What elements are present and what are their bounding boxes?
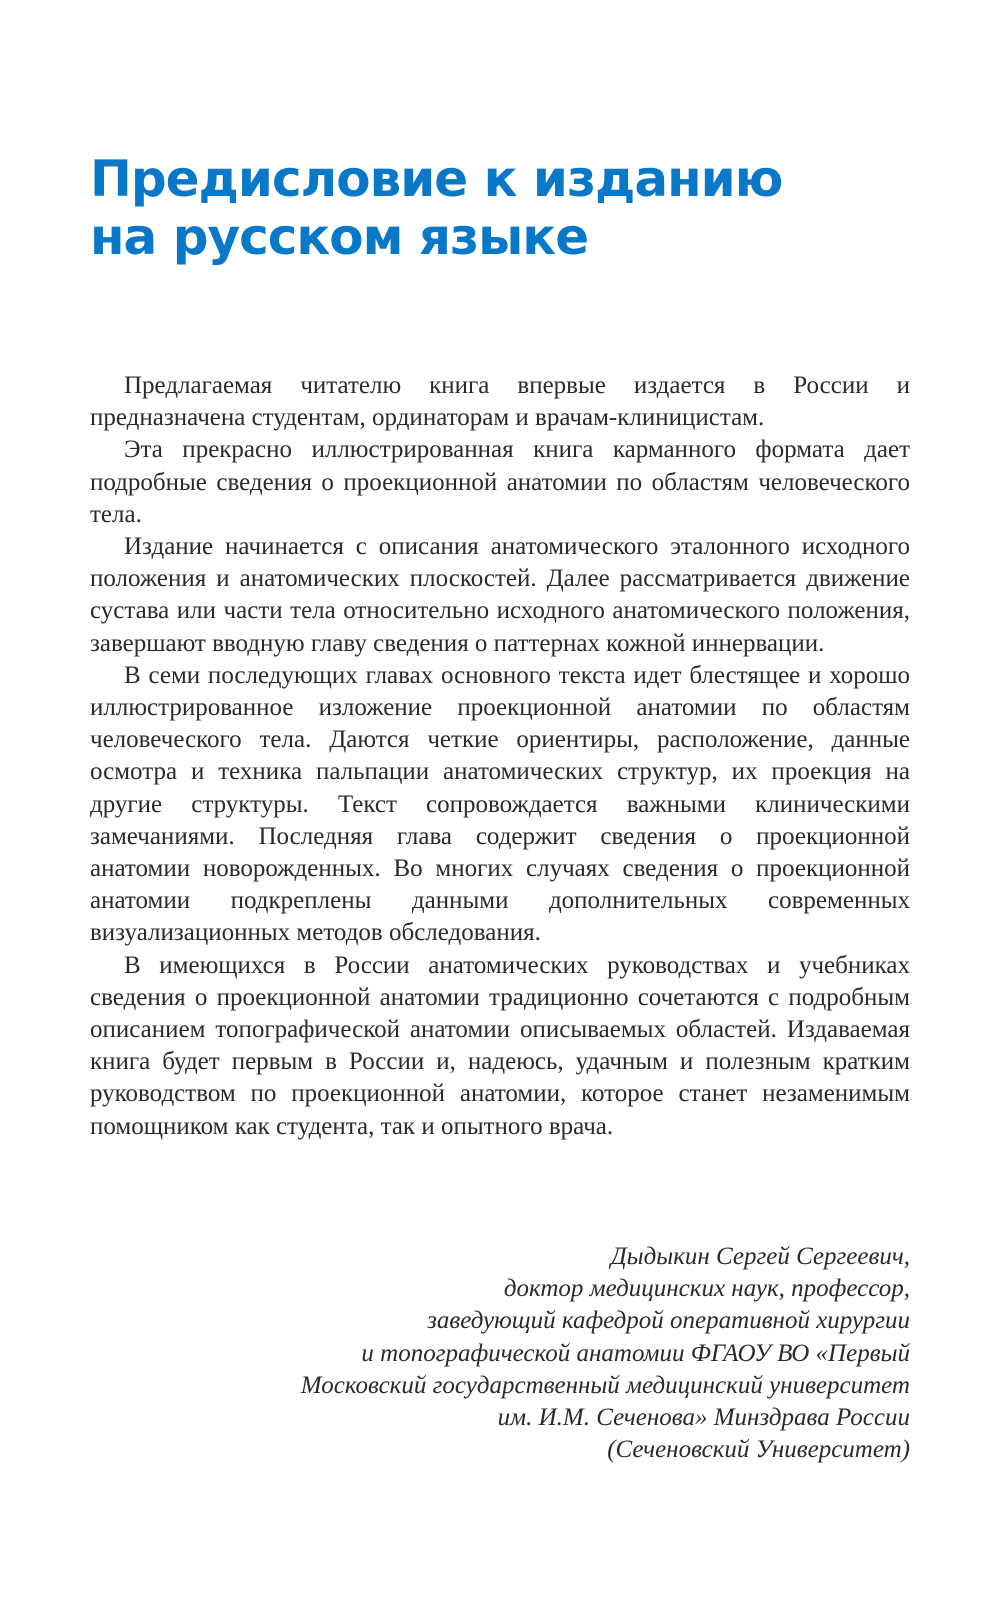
signature-line: доктор медицинских наук, профессор,	[503, 1275, 910, 1303]
author-signature	[90, 1241, 910, 1466]
paragraph: Издание начинается с описания анатомического эталонного исходного положения и анатомических плоскостей. Далее рассматривается движение сустава или части тела относительно исходного анатомического положения, завершают вводную главу сведения о паттернах кожной иннервации.	[90, 533, 910, 657]
paragraph: В семи последующих главах основного текста идет блестящее и хорошо иллюстрированное изложение проекционной анатомии по областям человеческого тела. Даются четкие ориентиры, расположение, данные осмотра и техника пальпации анатомических структур, их проекция на другие структуры. Текст сопровождается важными клиническими замечаниями. Последняя глава содержит сведения о проекционной анатомии новорожденных. Во многих случаях сведения о проекционной анатомии подкреплены данными дополнительных современных визуализационных методов обследования.	[90, 661, 910, 947]
signature-line: Московский государственный медицинский университет	[300, 1371, 910, 1399]
page-title	[90, 150, 910, 266]
paragraph: Предлагаемая читателю книга впервые издается в России и предназначена студентам, ординаторам и врачам-клиницистам.	[90, 372, 910, 432]
signature-line: и топографической анатомии ФГАОУ ВО «Первый	[361, 1339, 910, 1367]
title-line-2: на русском языке	[90, 208, 589, 266]
preface-body	[90, 370, 910, 1143]
title-line-1: Предисловие к изданию	[90, 150, 783, 208]
signature-line: заведующий кафедрой оперативной хирургии	[427, 1307, 910, 1335]
paragraph: Эта прекрасно иллюстрированная книга карманного формата дает подробные сведения о проекционной анатомии по областям человеческого тела.	[90, 436, 910, 528]
paragraph: В имеющихся в России анатомических руководствах и учебниках сведения о проекционной анатомии традиционно сочетаются с подробным описанием топографической анатомии описываемых областей. Издаваемая книга будет первым в России и, надеюсь, удачным и полезным кратким руководством по проекционной анатомии, которое станет незаменимым помощником как студента, так и опытного врача.	[90, 951, 910, 1140]
signature-author-name: Дыдыкин Сергей Сергеевич,	[610, 1243, 910, 1270]
signature-line: (Сеченовский Университет)	[607, 1436, 910, 1464]
signature-line: им. И.М. Сеченова» Минздрава России	[497, 1404, 910, 1432]
